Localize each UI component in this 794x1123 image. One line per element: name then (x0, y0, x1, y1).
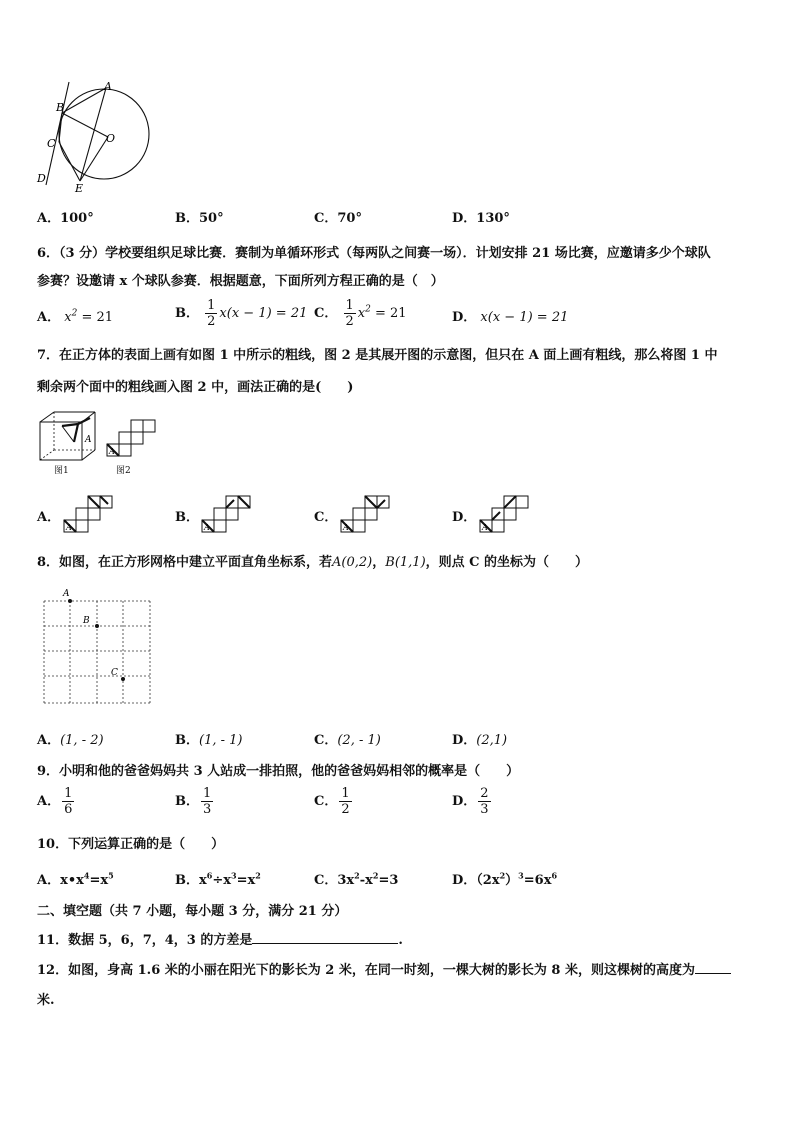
q7-option-a-net[interactable] (62, 492, 118, 534)
q7-option-d-label[interactable]: D． (452, 510, 477, 525)
q7-option-c-net[interactable] (339, 492, 395, 534)
q10-option-a[interactable]: A．$x•x^4=x^5$ (37, 870, 114, 888)
q8-coordinate-grid (40, 585, 156, 709)
q5-label-E: E (75, 182, 84, 195)
q8-option-b[interactable]: B．(1, - 1) (175, 733, 243, 748)
q9-option-d[interactable]: D． $\frac{2}{3}$ (452, 786, 489, 817)
q5-label-C: C (47, 137, 56, 150)
q11-answer-blank[interactable] (252, 943, 398, 944)
q7-fig1-caption: 图1 (54, 466, 69, 476)
q7-option-b-label[interactable]: B． (175, 510, 199, 525)
q8-grid-label-a: A (63, 589, 70, 599)
q8-grid-label-c: C (111, 668, 118, 678)
q5-option-d[interactable]: D．130° (452, 211, 510, 226)
q8-grid-label-b: B (83, 616, 90, 626)
q6-option-a[interactable]: A． $x^2 = 21$ (37, 308, 114, 325)
q8-stem: 8．如图，在正方形网格中建立平面直角坐标系，若A(0,2)，B(1,1)，则点 C 的坐标为（ ） (37, 555, 589, 570)
q8-point-b: B(1,1) (385, 555, 426, 570)
q8-option-a[interactable]: A．(1, - 2) (37, 733, 104, 748)
q10-stem: 10．下列运算正确的是（ ） (37, 837, 225, 852)
q5-label-O: O (106, 132, 116, 145)
q7-stem-line1: 7．在正方体的表面上画有如图 1 中所示的粗线，图 2 是其展开图的示意图，但只在 A 面上画有粗线，那么将图 1 中 (37, 348, 718, 363)
q10-c-expr: $3x^2-x^2=3$ (337, 870, 399, 888)
q7-option-a-label[interactable]: A． (37, 510, 61, 525)
q7-option-b-net[interactable] (200, 492, 256, 534)
q6-option-b[interactable]: B． $\frac{1}{2}$ x(x − 1) = 21 (175, 298, 308, 329)
q10-option-c[interactable]: C．$3x^2-x^2=3$ (314, 870, 399, 888)
q5-label-A: A (104, 80, 112, 93)
q9-stem: 9．小明和他的爸爸妈妈共 3 人站成一排拍照，他的爸爸妈妈相邻的概率是（ ） (37, 764, 520, 779)
q6-c-fraction: $\frac{1}{2}$ (345, 298, 354, 329)
q7-d-face: A (482, 523, 488, 532)
q7-net-figure (105, 416, 161, 458)
q7-stem-line2: 剩余两个面中的粗线画入图 2 中，画法正确的是( ) (37, 380, 354, 395)
q8-option-c[interactable]: C．(2, - 1) (314, 733, 381, 748)
q7-fig1-face-a: A (85, 435, 92, 445)
q7-option-d-net[interactable] (478, 492, 534, 534)
q12-stem-line1: 12．如图，身高 1.6 米的小丽在阳光下的影长为 2 米，在同一时刻，一棵大树的影长为 8 米，则这棵树的高度为 (37, 959, 731, 978)
q9-option-b[interactable]: B． $\frac{1}{3}$ (175, 786, 212, 817)
q7-fig2-caption: 图2 (116, 466, 131, 476)
q12-stem-line2: 米. (37, 993, 55, 1008)
q6-option-d[interactable]: D． x(x − 1) = 21 (452, 310, 569, 325)
section-2-heading: 二、填空题（共 7 小题，每小题 3 分，满分 21 分） (37, 904, 348, 919)
q10-option-d[interactable]: D．$(2x^2)^3=6x^6$ (452, 870, 558, 888)
q10-d-expr: $(2x^2)^3=6x^6$ (476, 870, 558, 888)
q6-stem-line2: 参赛？设邀请 x 个球队参赛．根据题意，下面所列方程正确的是（ ） (37, 274, 444, 289)
q11-stem: 11．数据 5，6，7，4，3 的方差是 . (37, 933, 403, 948)
q9-option-a[interactable]: A． $\frac{1}{6}$ (37, 786, 73, 817)
q6-b-fraction: $\frac{1}{2}$ (207, 298, 216, 329)
q5-option-a[interactable]: A．100° (37, 211, 94, 226)
q7-fig2-face-a: A (109, 447, 115, 456)
q7-a-face: A (66, 523, 72, 532)
q10-a-expr: $x•x^4=x^5$ (60, 870, 114, 888)
q5-option-b[interactable]: B．50° (175, 211, 224, 226)
q9-option-c[interactable]: C． $\frac{1}{2}$ (314, 786, 350, 817)
q7-c-face: A (343, 523, 349, 532)
q5-label-B: B (56, 101, 65, 114)
q5-circle-figure (34, 80, 154, 195)
q8-option-d[interactable]: D．(2,1) (452, 733, 508, 748)
q8-point-a: A(0,2) (332, 555, 373, 570)
q10-b-expr: $x^6\div x^3=x^2$ (199, 870, 261, 888)
q7-option-c-label[interactable]: C． (314, 510, 338, 525)
q6-stem-line1: 6．（3 分）学校要组织足球比赛．赛制为单循环形式（每两队之间赛一场）．计划安排 21 场比赛，应邀请多少个球队 (37, 246, 711, 261)
q7-b-face: A (204, 523, 210, 532)
q10-option-b[interactable]: B．$x^6\div x^3=x^2$ (175, 870, 261, 888)
q5-option-c[interactable]: C．70° (314, 211, 362, 226)
q5-label-D: D (37, 172, 46, 185)
q6-option-c[interactable]: C． $\frac{1}{2}$ $x^2 = 21$ (314, 298, 407, 329)
q12-answer-blank[interactable] (695, 973, 731, 974)
